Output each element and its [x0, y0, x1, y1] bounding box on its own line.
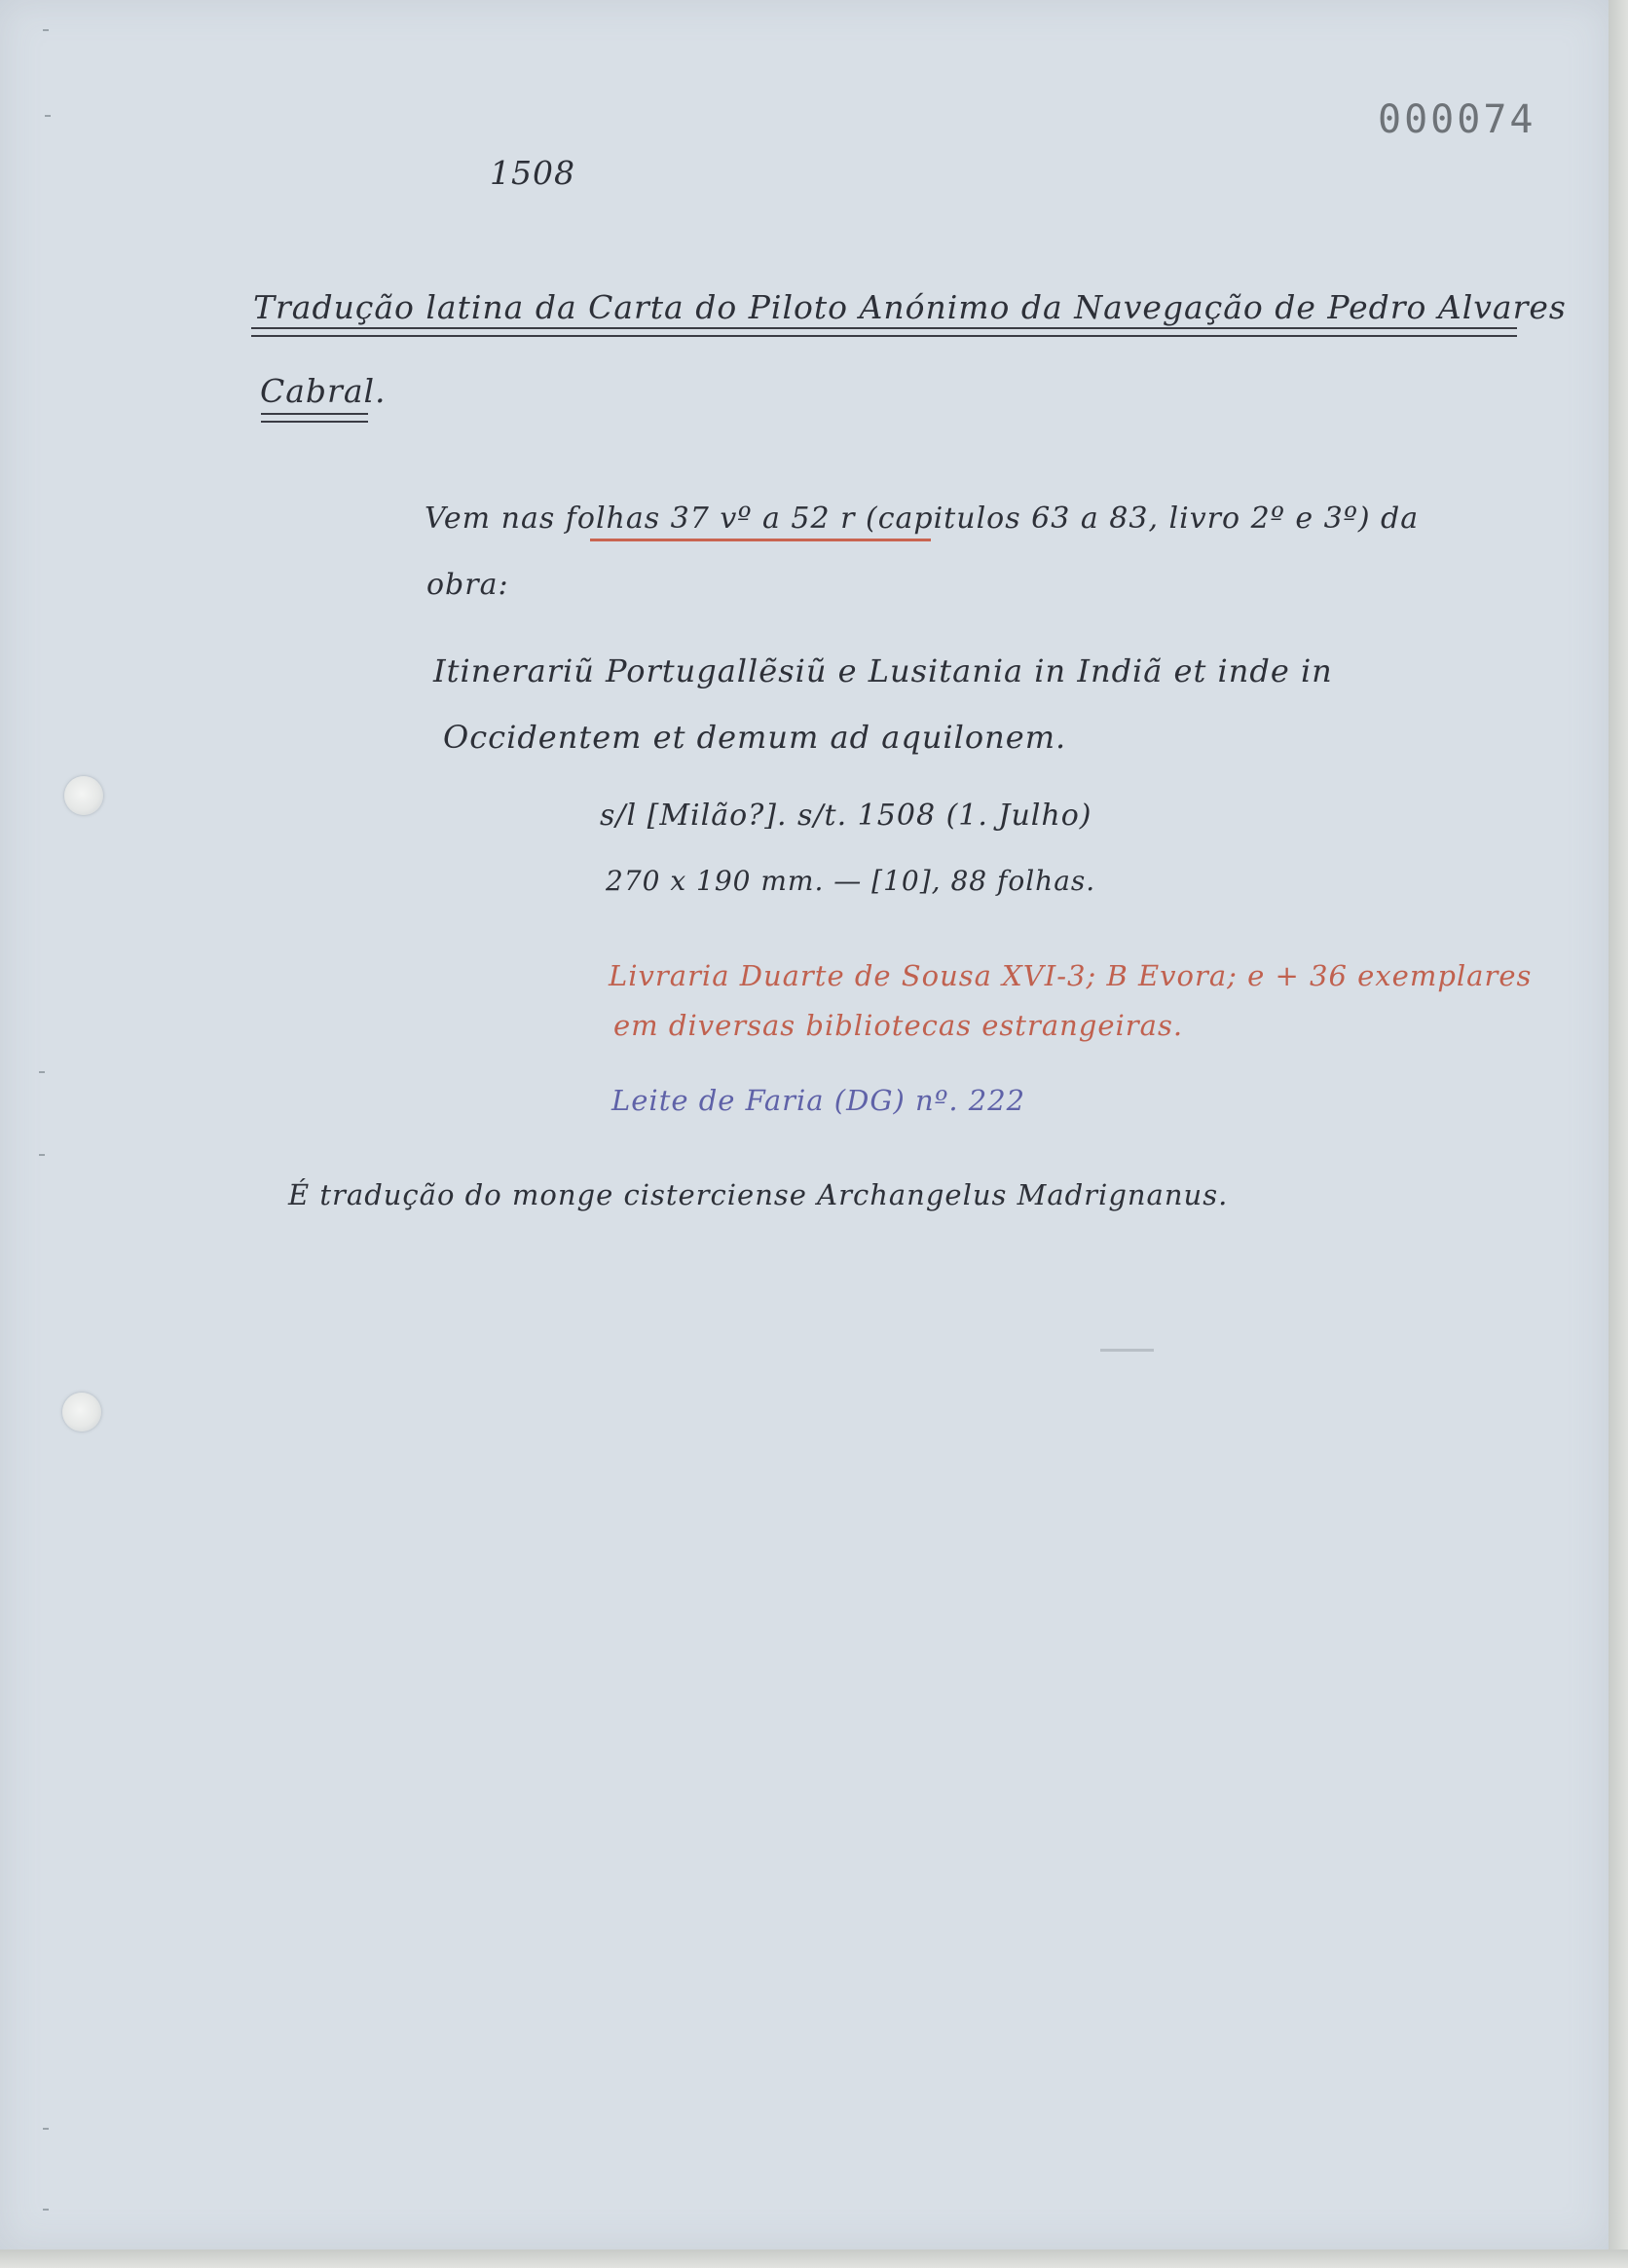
- physical-description-line: 270 x 190 mm. — [10], 88 folhas.: [606, 865, 1096, 897]
- imprint-line: s/l [Milão?]. s/t. 1508 (1. Julho): [600, 799, 1092, 833]
- punch-hole-upper: [64, 776, 103, 815]
- work-title-line-2: Occidentem et demum ad aquilonem.: [443, 719, 1067, 756]
- intro-line-2: obra:: [426, 568, 509, 602]
- margin-tick: [45, 115, 51, 117]
- margin-tick: [39, 1071, 45, 1073]
- title-line-1: Tradução latina da Carta do Piloto Anónimo da Navegação de Pedro Alvares: [253, 288, 1567, 326]
- margin-tick: [43, 2128, 49, 2130]
- holdings-line-2: em diversas bibliotecas estrangeiras.: [613, 1009, 1184, 1042]
- bibliographic-reference: Leite de Faria (DG) nº. 222: [611, 1084, 1026, 1117]
- margin-tick: [43, 2209, 49, 2211]
- faint-mark: [1100, 1349, 1154, 1352]
- title-underline-2: [261, 413, 368, 423]
- page-edge-bottom: [0, 2249, 1628, 2268]
- work-title-line-1: Itinerariũ Portugallẽsiũ e Lusitania in Indiã et inde in: [433, 652, 1333, 689]
- document-year: 1508: [490, 154, 575, 192]
- archive-stamp-number: 000074: [1378, 97, 1536, 142]
- title-line-2: Cabral.: [260, 372, 387, 410]
- margin-tick: [39, 1154, 45, 1156]
- punch-hole-lower: [62, 1393, 101, 1431]
- page-edge-right: [1609, 0, 1628, 2268]
- intro-line-1: Vem nas folhas 37 vº a 52 r (capitulos 63 a 83, livro 2º e 3º) da: [425, 502, 1420, 536]
- holdings-line-1: Livraria Duarte de Sousa XVI-3; B Evora; e + 36 exemplares: [609, 959, 1533, 992]
- margin-tick: [43, 29, 49, 31]
- title-underline-1: [251, 327, 1517, 337]
- folios-red-underline: [590, 539, 931, 541]
- translator-note: É tradução do monge cisterciense Archangelus Madrignanus.: [288, 1178, 1229, 1211]
